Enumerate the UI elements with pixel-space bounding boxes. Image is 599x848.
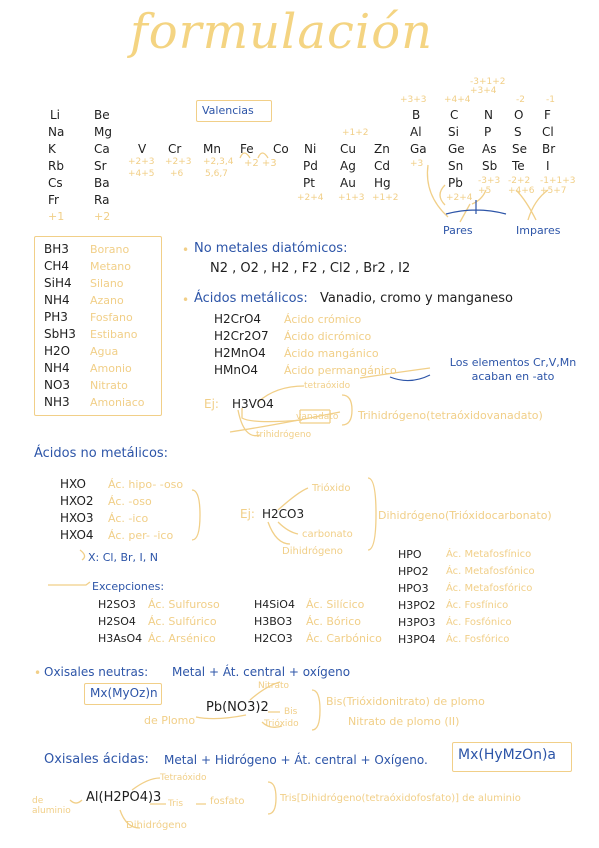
ej-label: Ej: — [240, 507, 255, 521]
hydride-formula: SiH4 — [44, 276, 72, 290]
oxisales-neutras-rule: Metal + Át. central + oxígeno — [172, 665, 351, 679]
element: Ga — [410, 142, 427, 156]
pares-label: Pares — [443, 224, 473, 237]
valence: +2+4 — [297, 193, 324, 203]
element: Cu — [340, 142, 356, 156]
valence: -1 — [546, 95, 555, 105]
acid-formula: H2MnO4 — [214, 346, 266, 360]
element: F — [544, 108, 551, 122]
ej-tetraoxido: tetraóxido — [304, 381, 351, 391]
general-formula: Mx(HyMzOn)a — [458, 747, 556, 763]
acid-formula: H2CO3 — [254, 632, 293, 645]
hydride-formula: PH3 — [44, 310, 68, 324]
example-formula: Pb(NO3)2 — [206, 700, 269, 715]
acid-name: Ác. Silícico — [306, 598, 365, 611]
acid-name: Ácido permangánico — [284, 364, 397, 377]
acid-name: Ác. Sulfúrico — [148, 615, 217, 628]
excepciones-label: Excepciones: — [92, 580, 165, 593]
element: Ni — [304, 142, 317, 156]
valence: +1 — [48, 210, 65, 223]
element: Be — [94, 108, 110, 122]
valence: +3 — [410, 159, 424, 169]
impares-label: Impares — [516, 224, 561, 237]
ex-de-aluminio: de aluminio — [32, 796, 71, 816]
element: Cd — [374, 159, 390, 173]
element: P — [484, 125, 492, 139]
valence: +2+3 — [165, 157, 192, 167]
acid-name: Ác. Sulfuroso — [148, 598, 220, 611]
oxisales-acidas-rule: Metal + Hidrógeno + Át. central + Oxígeno. — [164, 753, 428, 767]
element: N — [484, 108, 493, 122]
acid-formula: H3BO3 — [254, 615, 293, 628]
acidos-no-metalicos-heading: Ácidos no metálicos: — [34, 446, 169, 461]
valence: +1+2 — [372, 193, 399, 203]
acid-name: Ácido crómico — [284, 313, 362, 326]
valence: +6 — [170, 169, 184, 179]
element: B — [412, 108, 421, 122]
acidos-metalicos-subtitle: Vanadio, cromo y manganeso — [320, 291, 513, 306]
valence: +3+3 — [400, 95, 427, 105]
valence: +2 — [94, 210, 111, 223]
acid-formula: HMnO4 — [214, 363, 259, 377]
bullet-icon: • — [182, 293, 190, 307]
element: Si — [448, 125, 459, 139]
ej-trihidrogeno: trihidrógeno — [256, 430, 312, 440]
element: Hg — [374, 176, 391, 190]
hydride-formula: BH3 — [44, 242, 69, 256]
element: Fe — [240, 142, 254, 156]
valence: -1+1+3 +5+7 — [540, 176, 576, 196]
ex-tris: Tris — [168, 799, 184, 809]
acid-formula: HXO — [60, 477, 86, 491]
element: Pb — [448, 176, 463, 190]
valence: 5,6,7 — [205, 169, 228, 179]
acid-name: Ácido mangánico — [284, 347, 379, 360]
element: Cs — [48, 176, 63, 190]
acid-formula: H2SO4 — [98, 615, 136, 628]
valencias-label: Valencias — [202, 104, 254, 117]
element: Sb — [482, 159, 498, 173]
acid-name: Ácido dicrómico — [284, 330, 372, 343]
hydride-formula: NO3 — [44, 378, 71, 392]
valence: +4+5 — [128, 169, 155, 179]
element: Cr — [168, 142, 182, 156]
ex-trioxido: Trióxido — [264, 719, 299, 729]
element: Sn — [448, 159, 464, 173]
ej-trioxido: Trióxido — [312, 483, 351, 494]
hydride-formula: NH4 — [44, 361, 70, 375]
ex-de-plomo: de Plomo — [144, 714, 196, 727]
element: S — [514, 125, 522, 139]
hydride-name: Amonio — [90, 362, 132, 375]
valence: -3+1+2 +3+4 — [470, 77, 506, 96]
ex-dihidrogeno: Dihidrógeno — [126, 820, 187, 831]
acid-name: Ác. Metafosfínico — [446, 549, 532, 560]
ej-carbonato: carbonato — [302, 529, 353, 540]
acid-formula: HXO3 — [60, 511, 94, 525]
ej-dihidrogeno: Dihidrógeno — [282, 546, 343, 557]
hydride-name: Borano — [90, 243, 130, 256]
element: Rb — [48, 159, 64, 173]
hydride-name: Fosfano — [90, 311, 133, 324]
acid-name: Ác. -ico — [108, 512, 149, 525]
element: Ba — [94, 176, 110, 190]
hydride-name: Silano — [90, 277, 124, 290]
hydride-name: Agua — [90, 345, 119, 358]
no-metales-heading: No metales diatómicos: — [194, 241, 348, 256]
oxisales-neutras-heading: Oxisales neutras: — [44, 665, 149, 679]
ej-name: Trihidrógeno(tetraóxidovanadato) — [358, 409, 543, 422]
ex-fosfato: fosfato — [210, 796, 245, 807]
hydride-name: Azano — [90, 294, 124, 307]
element: Se — [512, 142, 527, 156]
name-stock: Nitrato de plomo (II) — [348, 715, 460, 728]
acid-name: Ác. Metafosfórico — [446, 583, 533, 594]
valence: +1+2 — [342, 128, 369, 138]
element: Pt — [303, 176, 315, 190]
acid-name: Ác. Fosfórico — [446, 634, 510, 645]
name-systematic: Tris[Dihidrógeno(tetraóxidofosfato)] de aluminio — [280, 793, 521, 804]
element: Li — [50, 108, 61, 122]
x-note: X: Cl, Br, I, N — [88, 551, 158, 564]
ex-tetraoxido: Tetraóxido — [160, 773, 207, 783]
element: Zn — [374, 142, 390, 156]
acid-name: Ác. -oso — [108, 495, 152, 508]
ato-note: Los elementos Cr,V,Mn acaban en -ato — [449, 356, 577, 383]
ej-name: Dihidrógeno(Trióxidocarbonato) — [378, 509, 552, 522]
acid-name: Ác. Fosfínico — [446, 600, 509, 611]
acid-formula: H2SO3 — [98, 598, 136, 611]
hydride-formula: NH4 — [44, 293, 70, 307]
element: C — [450, 108, 459, 122]
hydride-name: Metano — [90, 260, 132, 273]
ej-formula: H2CO3 — [262, 507, 305, 521]
element: Ca — [94, 142, 110, 156]
acid-formula: HPO3 — [398, 582, 429, 595]
element: Sr — [94, 159, 107, 173]
acid-formula: H4SiO4 — [254, 598, 295, 611]
element: V — [138, 142, 147, 156]
hydride-formula: CH4 — [44, 259, 70, 273]
acid-formula: H3PO2 — [398, 599, 436, 612]
element: Mn — [203, 142, 221, 156]
acid-formula: HXO4 — [60, 528, 94, 542]
acid-formula: H2Cr2O7 — [214, 329, 269, 343]
acid-name: Ác. Bórico — [306, 615, 362, 628]
no-metales-list: N2 , O2 , H2 , F2 , Cl2 , Br2 , I2 — [210, 261, 411, 276]
element: Fr — [48, 193, 59, 207]
hydride-formula: H2O — [44, 344, 71, 358]
element: Te — [512, 159, 525, 173]
acid-formula: H3PO4 — [398, 633, 436, 646]
acid-name: Ác. Metafosfónico — [446, 566, 535, 577]
acid-formula: HPO — [398, 548, 422, 561]
acid-formula: H3AsO4 — [98, 632, 143, 645]
valence: +2 +3 — [244, 158, 277, 169]
name-systematic: Bis(Trióxidonitrato) de plomo — [326, 695, 485, 708]
element: Au — [340, 176, 356, 190]
element: I — [546, 159, 550, 173]
ej-formula: H3VO4 — [232, 397, 274, 411]
general-formula: Mx(MyOz)n — [90, 686, 158, 700]
hydride-formula: NH3 — [44, 395, 70, 409]
acid-formula: H2CrO4 — [214, 312, 262, 326]
acid-name: Ác. per- -ico — [108, 529, 174, 542]
element: Cl — [542, 125, 554, 139]
hydride-name: Nitrato — [90, 379, 128, 392]
valence: +2+4 — [446, 193, 473, 203]
acid-formula: H3PO3 — [398, 616, 436, 629]
valence: +1+3 — [338, 193, 365, 203]
valence: +2+3 — [128, 157, 155, 167]
bullet-icon: • — [34, 666, 42, 680]
valence: -2 — [516, 95, 525, 105]
valence: +4+4 — [444, 95, 471, 105]
bullet-icon: • — [182, 243, 190, 257]
acid-name: Ác. Carbónico — [306, 632, 382, 645]
element: Mg — [94, 125, 112, 139]
ej-label: Ej: — [204, 397, 219, 411]
element: K — [48, 142, 56, 156]
element: Pd — [303, 159, 318, 173]
acid-name: Ác. Arsénico — [148, 632, 216, 645]
element: As — [482, 142, 497, 156]
ex-nitrato: Nitrato — [258, 681, 290, 691]
ej-vanadato: vanadato — [296, 412, 339, 422]
acid-name: Ác. Fosfónico — [446, 617, 512, 628]
element: Ra — [94, 193, 110, 207]
valence: -2+2 +4+6 — [508, 176, 535, 196]
oxisales-acidas-heading: Oxisales ácidas: — [44, 752, 149, 767]
element: Br — [542, 142, 556, 156]
page-title: formulación — [130, 4, 434, 60]
element: Ag — [340, 159, 356, 173]
hydride-name: Estibano — [90, 328, 138, 341]
valence: -3+3 +5 — [478, 176, 501, 196]
acid-formula: HXO2 — [60, 494, 94, 508]
acidos-metalicos-heading: Ácidos metálicos: — [194, 291, 308, 306]
hydride-formula: SbH3 — [44, 327, 76, 341]
element: Ge — [448, 142, 465, 156]
acid-name: Ác. hipo- -oso — [108, 478, 184, 491]
valence: +2,3,4 — [203, 157, 234, 167]
element: Na — [48, 125, 65, 139]
acid-formula: HPO2 — [398, 565, 429, 578]
element: Co — [273, 142, 289, 156]
element: O — [514, 108, 524, 122]
ex-bis: Bis — [284, 707, 298, 717]
element: Al — [410, 125, 422, 139]
example-formula: Al(H2PO4)3 — [86, 790, 162, 805]
hydride-name: Amoniaco — [90, 396, 145, 409]
